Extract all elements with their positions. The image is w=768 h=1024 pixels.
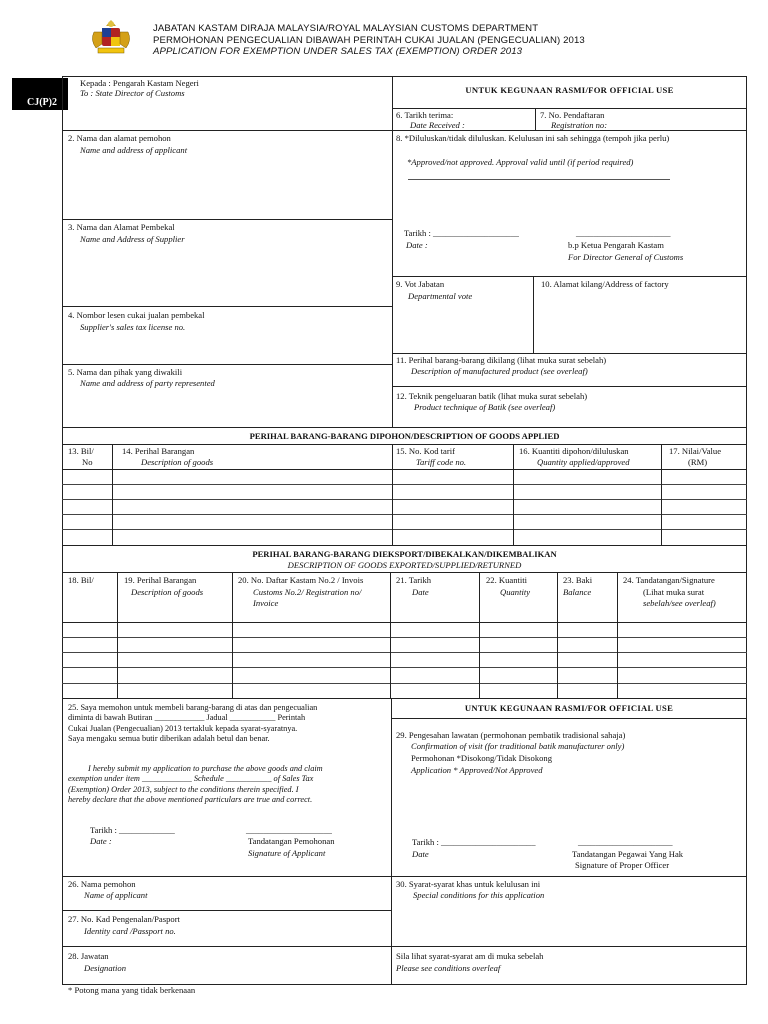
col-15-label-en: Tariff code no. (416, 457, 467, 467)
conditions-note-en: Please see conditions overleaf (396, 963, 501, 973)
field-30-label: 30. Syarat-syarat khas untuk kelulusan ini (396, 879, 541, 889)
field-8-label: 8. *Diluluskan/tidak diluluskan. Kelulusan ini sah sehingga (tempoh jika perlu) (396, 133, 670, 143)
col-16-label-en: Quantity applied/approved (537, 457, 630, 467)
footnote: * Potong mana yang tidak berkenaan (68, 985, 196, 995)
col-17-label: 17. Nilai/Value (669, 446, 722, 456)
supplier-license-field[interactable] (64, 333, 390, 363)
col-13-label: 13. Bil/ (68, 446, 94, 456)
col-24-label: 24. Tandatangan/Signature (623, 575, 715, 585)
declaration-line1: 25. Saya memohon untuk membeli barang-barang di atas dan pengecualian (68, 703, 318, 712)
crest-icon (88, 18, 134, 58)
col-24-label-en2: sebelah/see overleaf) (643, 598, 716, 608)
field-6-label-en: Date Received : (410, 120, 465, 130)
customs-crest (88, 18, 134, 58)
field-28-label: 28. Jawatan (68, 951, 109, 961)
field-10-label: 10. Alamat kilang/Address of factory (541, 279, 669, 289)
to-label: Kepada : Pengarah Kastam Negeri (80, 78, 199, 88)
col-22-label: 22. Kuantiti (486, 575, 528, 585)
field-27-label: 27. No. Kad Pengenalan/Pasport (68, 914, 180, 924)
field-2-label: 2. Nama dan alamat pemohon (68, 133, 171, 143)
col-15-label: 15. No. Kod tarif (396, 446, 455, 456)
to-label-en: To : State Director of Customs (80, 88, 185, 98)
declaration-en-line2: exemption under item ____________ Schedule ___________ of Sales Tax (68, 774, 314, 784)
officer-date-en: Date (412, 849, 429, 859)
header-line3: APPLICATION FOR EXEMPTION UNDER SALES TAX (EXEMPTION) ORDER 2013 (153, 46, 523, 57)
field-28-label-en: Designation (84, 963, 127, 973)
declaration-date-en: Date : (90, 836, 112, 846)
conditions-note: Sila lihat syarat-syarat am di muka sebelah (396, 951, 544, 961)
declaration-en-line4: hereby declare that the above mentioned particulars are true and correct. (68, 794, 313, 804)
col-23-label: 23. Baki (563, 575, 593, 585)
col-18-label: 18. Bil/ (68, 575, 94, 585)
director-sign-line: ______________________ (576, 228, 671, 238)
applicant-sign-line: ____________________ (246, 825, 332, 835)
declaration-en-line3: (Exemption) Order 2013, subject to the conditions therein specified. I (68, 784, 299, 794)
official-use-title-2: UNTUK KEGUNAAN RASMI/FOR OFFICIAL USE (464, 703, 674, 713)
officer-sign-label-en: Signature of Proper Officer (575, 860, 670, 870)
goods-applied-rows[interactable] (63, 470, 746, 544)
field-26-label: 26. Nama pemohon (68, 879, 136, 889)
field-11-label-en: Description of manufactured product (see overleaf) (411, 366, 588, 376)
field-5-label-en: Name and address of party represented (80, 378, 215, 388)
col-14-label-en: Description of goods (141, 457, 214, 467)
col-23-label-en: Balance (563, 587, 592, 597)
header-line2: PERMOHONAN PENGECUALIAN DIBAWAH PERINTAH CUKAI JUALAN (PENGECUALIAN) 2013 (153, 34, 585, 46)
field-4-label-en: Supplier's sales tax license no. (80, 322, 186, 332)
field-7-label: 7. No. Pendaftaran (540, 110, 605, 120)
officer-sign-line: ______________________ (578, 837, 673, 847)
col-21-label: 21. Tarikh (396, 575, 432, 585)
officer-date: Tarikh : ______________________ (412, 837, 536, 847)
goods-exported-subtitle: DESCRIPTION OF GOODS EXPORTED/SUPPLIED/RETURNED (287, 560, 522, 570)
col-19-label: 19. Perihal Barangan (124, 575, 197, 585)
form-code: CJ(P)2 (27, 97, 57, 108)
goods-exported-title: PERIHAL BARANG-BARANG DIEKSPORT/DIBEKALKAN/DIKEMBALIKAN (252, 549, 557, 559)
field-27-label-en: Identity card /Passport no. (84, 926, 176, 936)
applicant-sign-label-en: Signature of Applicant (248, 848, 326, 858)
col-17-label-en: (RM) (688, 457, 708, 467)
field-29-label-en: Confirmation of visit (for traditional batik manufacturer only) (411, 741, 625, 751)
field-4-label: 4. Nombor lesen cukai jualan pembekal (68, 310, 205, 320)
declaration-en-line1: I hereby submit my application to purchase the above goods and claim (88, 764, 323, 773)
col-22-label-en: Quantity (500, 587, 531, 597)
director-label-en: For Director General of Customs (568, 252, 684, 262)
field-3-label: 3. Nama dan Alamat Pembekal (68, 222, 175, 232)
field-9-label-en: Departmental vote (408, 291, 473, 301)
field-2-label-en: Name and address of applicant (80, 145, 188, 155)
field-29-recommendation: Permohonan *Disokong/Tidak Disokong (411, 753, 553, 763)
field-11-label: 11. Perihal barang-barang dikilang (lihat muka surat sebelah) (396, 355, 607, 365)
approval-date-label-en: Date : (406, 240, 428, 250)
field-26-label-en: Name of applicant (84, 890, 148, 900)
field-12-label: 12. Teknik pengeluaran batik (lihat muka surat sebelah) (396, 391, 588, 401)
approval-date-label: Tarikh : ____________________ (404, 228, 519, 238)
declaration-line4: Saya mengaku semua butir diberikan adalah betul dan benar. (68, 733, 270, 743)
goods-exported-rows[interactable] (63, 623, 746, 697)
field-8-label-en: *Approved/not approved. Approval valid until (if period required) (407, 157, 634, 167)
field-9-label: 9. Vot Jabatan (396, 279, 445, 289)
supplier-address-field[interactable] (64, 245, 390, 305)
declaration-line3: Cukai Jualan (Pengecualian) 2013 tertakluk kepada syarat-syaratnya. (68, 723, 298, 733)
field-7-label-en: Registration no: (551, 120, 608, 130)
field-29-label: 29. Pengesahan lawatan (permohonan pembatik tradisional sahaja) (396, 730, 626, 740)
field-29-recommendation-en: Application * Approved/Not Approved (411, 765, 543, 775)
goods-applied-title: PERIHAL BARANG-BARANG DIPOHON/DESCRIPTION OF GOODS APPLIED (249, 431, 560, 441)
field-3-label-en: Name and Address of Supplier (80, 234, 185, 244)
director-label: b.p Ketua Pengarah Kastam (568, 240, 664, 250)
col-13-label-b: No (82, 457, 93, 467)
official-use-title: UNTUK KEGUNAAN RASMI/FOR OFFICIAL USE (465, 85, 674, 95)
field-12-label-en: Product technique of Batik (see overleaf) (414, 402, 556, 412)
declaration-date: Tarikh : _____________ (90, 825, 175, 835)
col-14-label: 14. Perihal Barangan (122, 446, 195, 456)
declaration-line2: diminta di bawah Butiran ____________ Jadual ___________ Perintah (68, 713, 306, 723)
col-20-label-c: Invoice (253, 598, 279, 608)
col-20-label-b: Customs No.2/ Registration no/ (253, 587, 362, 597)
col-21-label-en: Date (412, 587, 429, 597)
applicant-address-field[interactable] (64, 156, 390, 218)
field-6-label: 6. Tarikh terima: (396, 110, 454, 120)
col-19-label-en: Description of goods (131, 587, 204, 597)
party-represented-field[interactable] (64, 389, 390, 426)
header-line1: JABATAN KASTAM DIRAJA MALAYSIA/ROYAL MALAYSIAN CUSTOMS DEPARTMENT (153, 23, 539, 34)
col-20-label-a: 20. No. Daftar Kastam No.2 / Invois (238, 575, 364, 585)
col-16-label: 16. Kuantiti dipohon/diluluskan (519, 446, 629, 456)
col-24-label-en1: (Lihat muka surat (643, 587, 705, 597)
officer-sign-label: Tandatangan Pegawai Yang Hak (572, 849, 684, 859)
applicant-sign-label: Tandatangan Pemohonan (248, 836, 335, 846)
field-5-label: 5. Nama dan pihak yang diwakili (68, 367, 183, 377)
field-30-label-en: Special conditions for this application (413, 890, 545, 900)
